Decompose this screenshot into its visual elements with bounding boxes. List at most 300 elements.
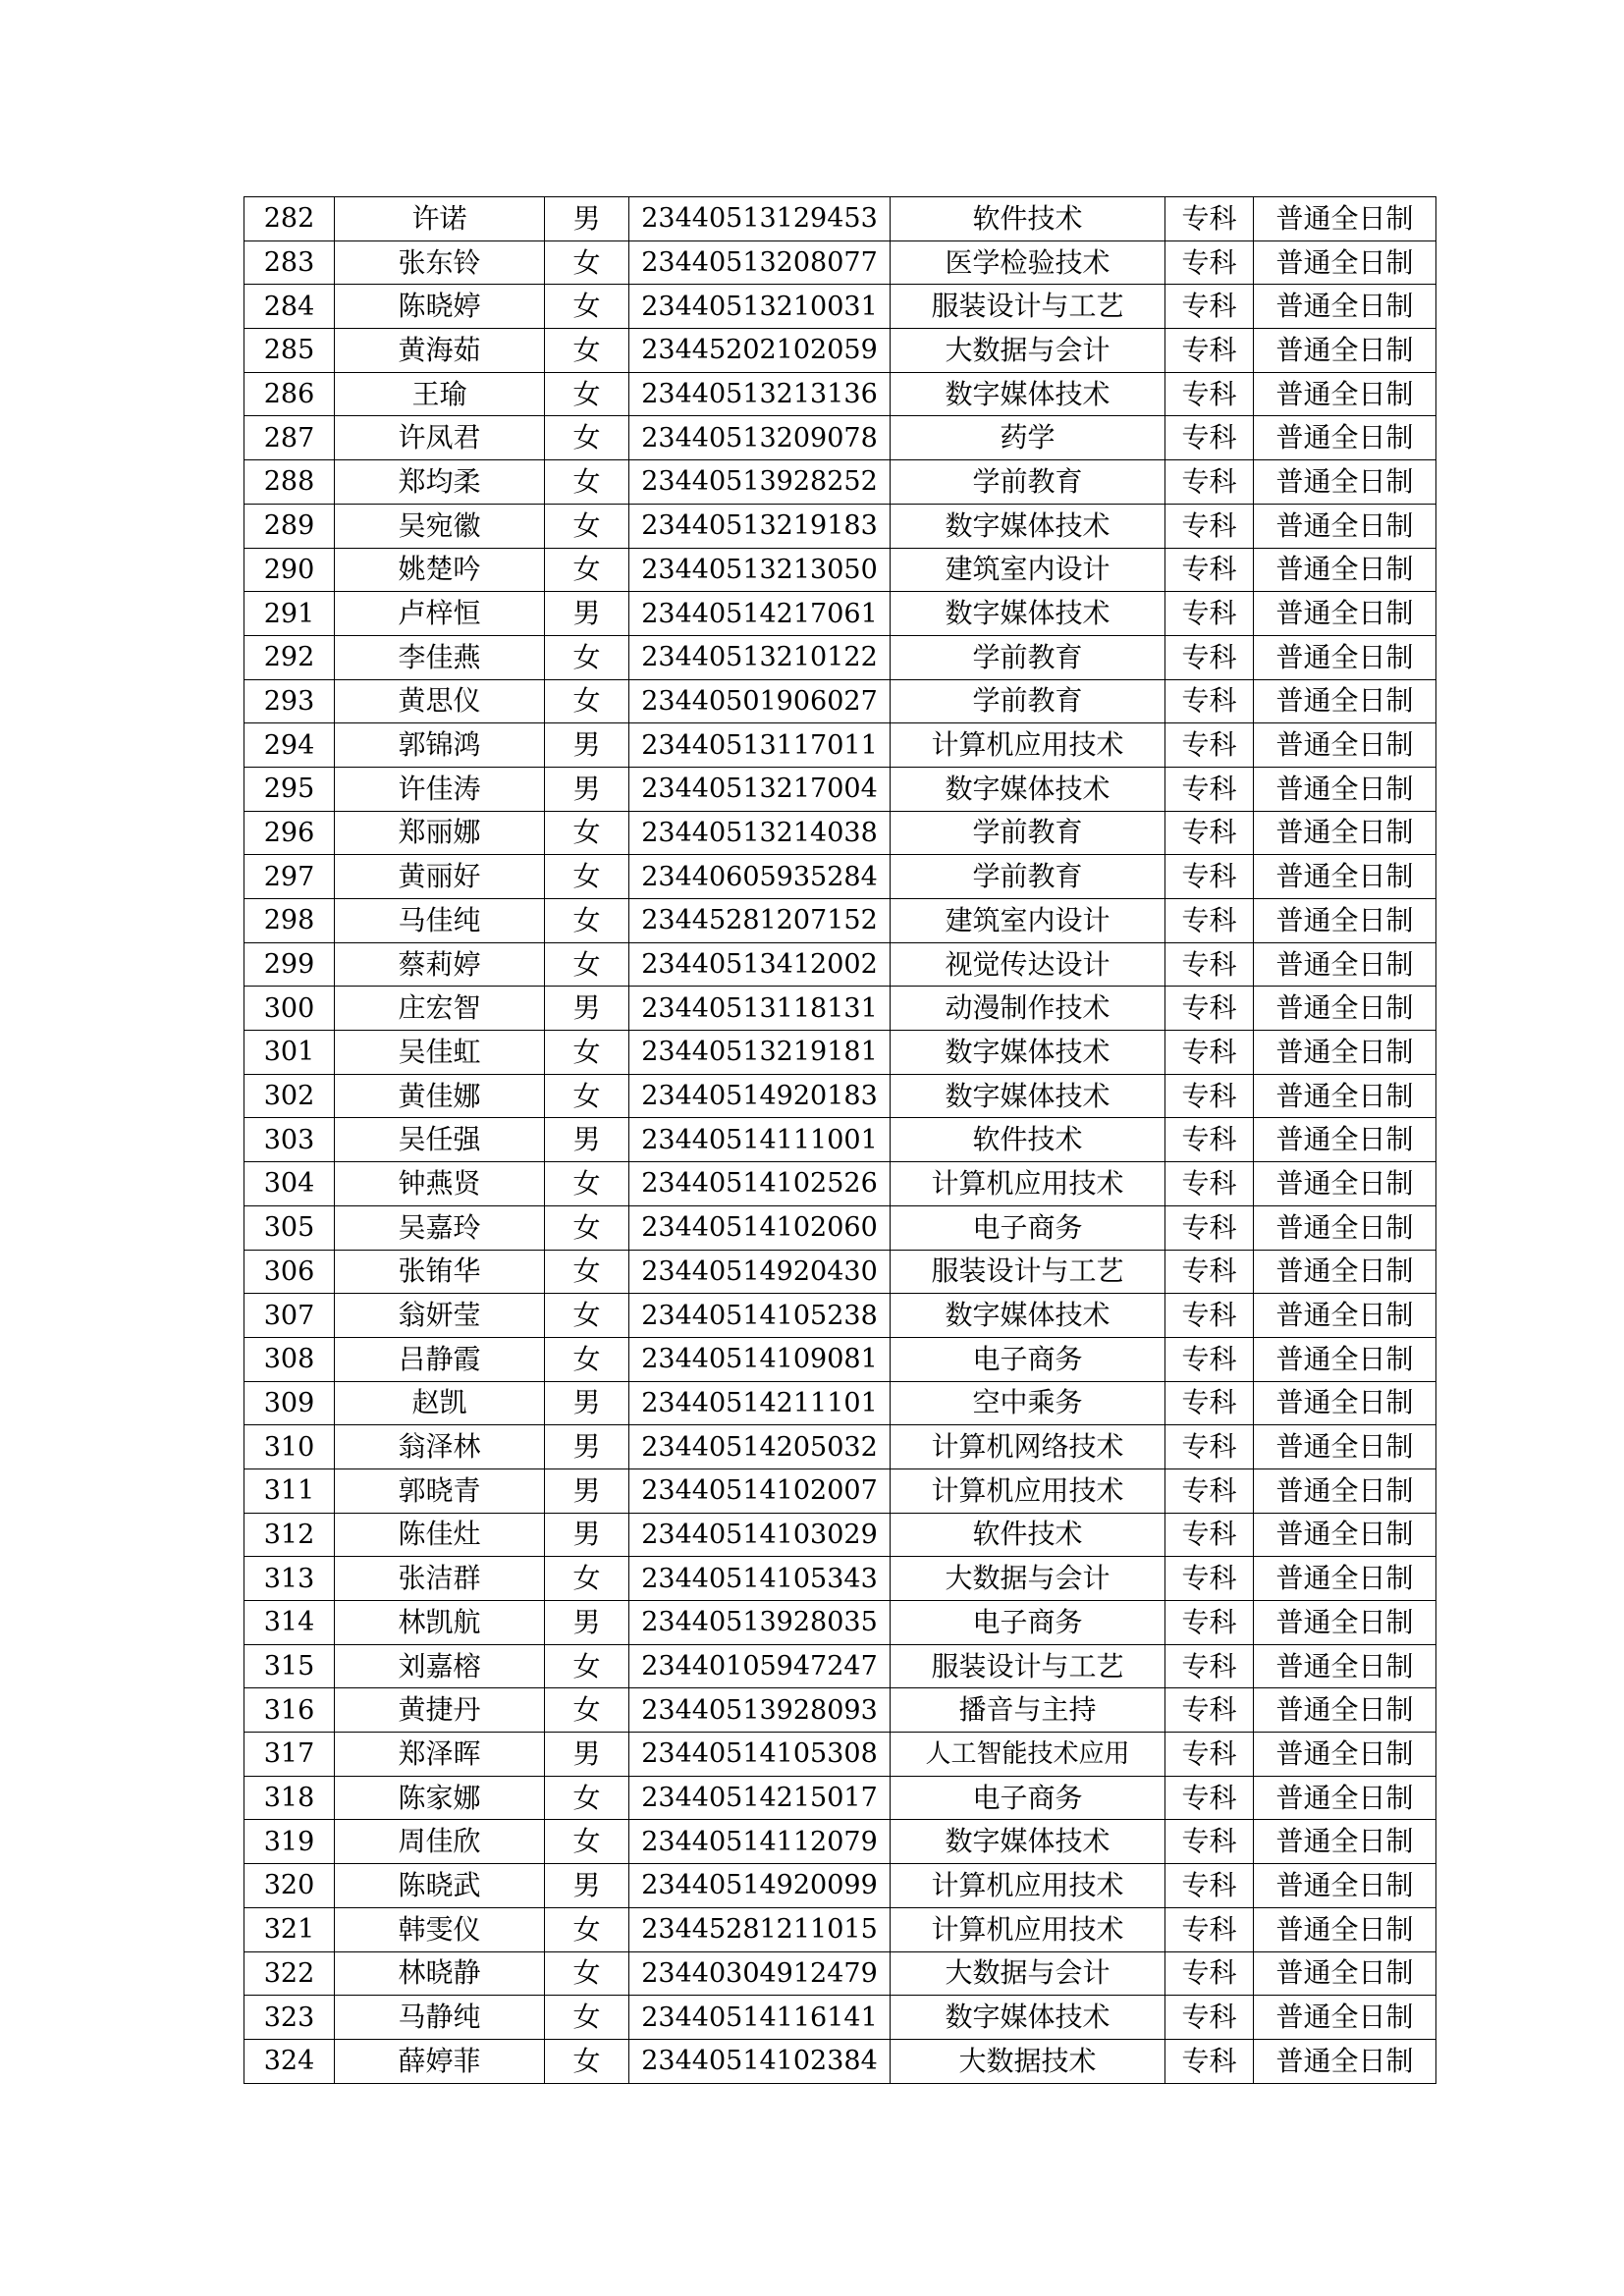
major-cell: 电子商务 bbox=[891, 1337, 1165, 1381]
row-number-cell: 298 bbox=[244, 899, 335, 943]
study-mode-cell: 普通全日制 bbox=[1254, 1688, 1436, 1733]
study-mode-cell: 普通全日制 bbox=[1254, 987, 1436, 1031]
study-mode-cell: 普通全日制 bbox=[1254, 1557, 1436, 1601]
education-level-cell: 专科 bbox=[1165, 855, 1254, 899]
row-number-cell: 290 bbox=[244, 548, 335, 592]
education-level-cell: 专科 bbox=[1165, 1733, 1254, 1777]
major-cell: 大数据与会计 bbox=[891, 1557, 1165, 1601]
major-cell: 大数据与会计 bbox=[891, 329, 1165, 373]
major-cell: 学前教育 bbox=[891, 679, 1165, 723]
study-mode-cell: 普通全日制 bbox=[1254, 1381, 1436, 1425]
table-row bbox=[244, 416, 1436, 460]
table-row bbox=[244, 1557, 1436, 1601]
exam-id-cell: 23445281207152 bbox=[629, 899, 891, 943]
gender-cell: 女 bbox=[545, 1250, 629, 1294]
major-cell: 学前教育 bbox=[891, 855, 1165, 899]
exam-id-cell: 23440514211101 bbox=[629, 1381, 891, 1425]
row-number-cell: 284 bbox=[244, 285, 335, 329]
gender-cell: 女 bbox=[545, 1337, 629, 1381]
row-number-cell: 317 bbox=[244, 1733, 335, 1777]
table-row bbox=[244, 855, 1436, 899]
gender-cell: 男 bbox=[545, 592, 629, 636]
study-mode-cell: 普通全日制 bbox=[1254, 1250, 1436, 1294]
major-cell: 数字媒体技术 bbox=[891, 767, 1165, 811]
row-number-cell: 283 bbox=[244, 240, 335, 285]
education-level-cell: 专科 bbox=[1165, 548, 1254, 592]
gender-cell: 男 bbox=[545, 197, 629, 241]
gender-cell: 女 bbox=[545, 811, 629, 855]
student-name-cell: 赵凯 bbox=[335, 1381, 545, 1425]
study-mode-cell: 普通全日制 bbox=[1254, 1468, 1436, 1513]
row-number-cell: 294 bbox=[244, 723, 335, 768]
table-row bbox=[244, 372, 1436, 416]
student-name-cell: 许诺 bbox=[335, 197, 545, 241]
study-mode-cell: 普通全日制 bbox=[1254, 1996, 1436, 2040]
study-mode-cell: 普通全日制 bbox=[1254, 1907, 1436, 1951]
student-name-cell: 姚楚吟 bbox=[335, 548, 545, 592]
gender-cell: 女 bbox=[545, 460, 629, 505]
table-row bbox=[244, 548, 1436, 592]
exam-id-cell: 23440513928093 bbox=[629, 1688, 891, 1733]
student-name-cell: 许佳涛 bbox=[335, 767, 545, 811]
student-name-cell: 林晓静 bbox=[335, 1951, 545, 1996]
table-row bbox=[244, 2039, 1436, 2083]
study-mode-cell: 普通全日制 bbox=[1254, 1951, 1436, 1996]
exam-id-cell: 23440514116141 bbox=[629, 1996, 891, 2040]
major-cell: 药学 bbox=[891, 416, 1165, 460]
exam-id-cell: 23440513117011 bbox=[629, 723, 891, 768]
study-mode-cell: 普通全日制 bbox=[1254, 635, 1436, 679]
table-row bbox=[244, 1776, 1436, 1820]
education-level-cell: 专科 bbox=[1165, 1294, 1254, 1338]
education-level-cell: 专科 bbox=[1165, 1031, 1254, 1075]
exam-id-cell: 23440513213136 bbox=[629, 372, 891, 416]
student-name-cell: 周佳欣 bbox=[335, 1820, 545, 1864]
gender-cell: 男 bbox=[545, 723, 629, 768]
exam-id-cell: 23440513928035 bbox=[629, 1601, 891, 1645]
major-cell: 学前教育 bbox=[891, 460, 1165, 505]
study-mode-cell: 普通全日制 bbox=[1254, 504, 1436, 548]
row-number-cell: 324 bbox=[244, 2039, 335, 2083]
gender-cell: 男 bbox=[545, 1468, 629, 1513]
gender-cell: 女 bbox=[545, 1644, 629, 1688]
row-number-cell: 282 bbox=[244, 197, 335, 241]
gender-cell: 男 bbox=[545, 1601, 629, 1645]
education-level-cell: 专科 bbox=[1165, 2039, 1254, 2083]
table-row bbox=[244, 679, 1436, 723]
row-number-cell: 314 bbox=[244, 1601, 335, 1645]
education-level-cell: 专科 bbox=[1165, 1074, 1254, 1118]
row-number-cell: 311 bbox=[244, 1468, 335, 1513]
row-number-cell: 299 bbox=[244, 942, 335, 987]
gender-cell: 女 bbox=[545, 329, 629, 373]
education-level-cell: 专科 bbox=[1165, 1688, 1254, 1733]
major-cell: 人工智能技术应用 bbox=[891, 1733, 1165, 1777]
gender-cell: 男 bbox=[545, 1381, 629, 1425]
exam-id-cell: 23440514920099 bbox=[629, 1864, 891, 1908]
student-name-cell: 陈晓婷 bbox=[335, 285, 545, 329]
study-mode-cell: 普通全日制 bbox=[1254, 1425, 1436, 1469]
row-number-cell: 318 bbox=[244, 1776, 335, 1820]
study-mode-cell: 普通全日制 bbox=[1254, 767, 1436, 811]
gender-cell: 女 bbox=[545, 942, 629, 987]
education-level-cell: 专科 bbox=[1165, 197, 1254, 241]
student-name-cell: 李佳燕 bbox=[335, 635, 545, 679]
student-name-cell: 吴嘉玲 bbox=[335, 1205, 545, 1250]
exam-id-cell: 23440513129453 bbox=[629, 197, 891, 241]
table-row bbox=[244, 635, 1436, 679]
exam-id-cell: 23440514920183 bbox=[629, 1074, 891, 1118]
education-level-cell: 专科 bbox=[1165, 679, 1254, 723]
study-mode-cell: 普通全日制 bbox=[1254, 416, 1436, 460]
table-row bbox=[244, 1294, 1436, 1338]
study-mode-cell: 普通全日制 bbox=[1254, 285, 1436, 329]
table-row bbox=[244, 240, 1436, 285]
row-number-cell: 319 bbox=[244, 1820, 335, 1864]
table-row bbox=[244, 1425, 1436, 1469]
student-name-cell: 许凤君 bbox=[335, 416, 545, 460]
table-row bbox=[244, 197, 1436, 241]
exam-id-cell: 23440514103029 bbox=[629, 1513, 891, 1557]
exam-id-cell: 23440513210122 bbox=[629, 635, 891, 679]
student-name-cell: 黄思仪 bbox=[335, 679, 545, 723]
student-name-cell: 黄海茹 bbox=[335, 329, 545, 373]
table-row bbox=[244, 1074, 1436, 1118]
gender-cell: 女 bbox=[545, 1031, 629, 1075]
exam-id-cell: 23440514215017 bbox=[629, 1776, 891, 1820]
exam-id-cell: 23440514205032 bbox=[629, 1425, 891, 1469]
student-name-cell: 蔡莉婷 bbox=[335, 942, 545, 987]
exam-id-cell: 23440513928252 bbox=[629, 460, 891, 505]
major-cell: 大数据与会计 bbox=[891, 1951, 1165, 1996]
gender-cell: 女 bbox=[545, 1776, 629, 1820]
row-number-cell: 321 bbox=[244, 1907, 335, 1951]
major-cell: 数字媒体技术 bbox=[891, 1820, 1165, 1864]
study-mode-cell: 普通全日制 bbox=[1254, 899, 1436, 943]
gender-cell: 男 bbox=[545, 1733, 629, 1777]
exam-id-cell: 23440105947247 bbox=[629, 1644, 891, 1688]
major-cell: 数字媒体技术 bbox=[891, 1031, 1165, 1075]
table-row bbox=[244, 1864, 1436, 1908]
row-number-cell: 323 bbox=[244, 1996, 335, 2040]
major-cell: 电子商务 bbox=[891, 1776, 1165, 1820]
education-level-cell: 专科 bbox=[1165, 1250, 1254, 1294]
exam-id-cell: 23440514920430 bbox=[629, 1250, 891, 1294]
major-cell: 计算机应用技术 bbox=[891, 1864, 1165, 1908]
exam-id-cell: 23440501906027 bbox=[629, 679, 891, 723]
exam-id-cell: 23440304912479 bbox=[629, 1951, 891, 1996]
education-level-cell: 专科 bbox=[1165, 1337, 1254, 1381]
education-level-cell: 专科 bbox=[1165, 1907, 1254, 1951]
table-row bbox=[244, 1601, 1436, 1645]
major-cell: 学前教育 bbox=[891, 811, 1165, 855]
row-number-cell: 308 bbox=[244, 1337, 335, 1381]
education-level-cell: 专科 bbox=[1165, 942, 1254, 987]
exam-id-cell: 23440513208077 bbox=[629, 240, 891, 285]
student-name-cell: 黄捷丹 bbox=[335, 1688, 545, 1733]
study-mode-cell: 普通全日制 bbox=[1254, 197, 1436, 241]
table-row bbox=[244, 1381, 1436, 1425]
major-cell: 播音与主持 bbox=[891, 1688, 1165, 1733]
study-mode-cell: 普通全日制 bbox=[1254, 1733, 1436, 1777]
exam-id-cell: 23440513219181 bbox=[629, 1031, 891, 1075]
student-name-cell: 薛婷菲 bbox=[335, 2039, 545, 2083]
major-cell: 服装设计与工艺 bbox=[891, 1644, 1165, 1688]
study-mode-cell: 普通全日制 bbox=[1254, 855, 1436, 899]
gender-cell: 女 bbox=[545, 1294, 629, 1338]
student-name-cell: 庄宏智 bbox=[335, 987, 545, 1031]
gender-cell: 女 bbox=[545, 1951, 629, 1996]
study-mode-cell: 普通全日制 bbox=[1254, 1513, 1436, 1557]
student-name-cell: 郑均柔 bbox=[335, 460, 545, 505]
table-row bbox=[244, 1996, 1436, 2040]
major-cell: 服装设计与工艺 bbox=[891, 1250, 1165, 1294]
row-number-cell: 300 bbox=[244, 987, 335, 1031]
row-number-cell: 286 bbox=[244, 372, 335, 416]
study-mode-cell: 普通全日制 bbox=[1254, 1294, 1436, 1338]
study-mode-cell: 普通全日制 bbox=[1254, 1601, 1436, 1645]
row-number-cell: 305 bbox=[244, 1205, 335, 1250]
gender-cell: 女 bbox=[545, 855, 629, 899]
table-row bbox=[244, 1250, 1436, 1294]
gender-cell: 女 bbox=[545, 2039, 629, 2083]
exam-id-cell: 23440514102007 bbox=[629, 1468, 891, 1513]
gender-cell: 女 bbox=[545, 1074, 629, 1118]
education-level-cell: 专科 bbox=[1165, 635, 1254, 679]
table-row bbox=[244, 723, 1436, 768]
exam-id-cell: 23440514102384 bbox=[629, 2039, 891, 2083]
student-name-cell: 黄佳娜 bbox=[335, 1074, 545, 1118]
gender-cell: 女 bbox=[545, 1205, 629, 1250]
table-row bbox=[244, 1337, 1436, 1381]
student-name-cell: 陈晓武 bbox=[335, 1864, 545, 1908]
exam-id-cell: 23440514105238 bbox=[629, 1294, 891, 1338]
student-name-cell: 卢梓恒 bbox=[335, 592, 545, 636]
education-level-cell: 专科 bbox=[1165, 1864, 1254, 1908]
education-level-cell: 专科 bbox=[1165, 1644, 1254, 1688]
study-mode-cell: 普通全日制 bbox=[1254, 1162, 1436, 1206]
exam-id-cell: 23440514109081 bbox=[629, 1337, 891, 1381]
row-number-cell: 291 bbox=[244, 592, 335, 636]
gender-cell: 女 bbox=[545, 548, 629, 592]
exam-id-cell: 23440605935284 bbox=[629, 855, 891, 899]
row-number-cell: 297 bbox=[244, 855, 335, 899]
table-row bbox=[244, 1688, 1436, 1733]
study-mode-cell: 普通全日制 bbox=[1254, 372, 1436, 416]
education-level-cell: 专科 bbox=[1165, 1205, 1254, 1250]
major-cell: 计算机网络技术 bbox=[891, 1425, 1165, 1469]
row-number-cell: 303 bbox=[244, 1118, 335, 1162]
major-cell: 空中乘务 bbox=[891, 1381, 1165, 1425]
education-level-cell: 专科 bbox=[1165, 811, 1254, 855]
major-cell: 计算机应用技术 bbox=[891, 1162, 1165, 1206]
study-mode-cell: 普通全日制 bbox=[1254, 592, 1436, 636]
student-name-cell: 韩雯仪 bbox=[335, 1907, 545, 1951]
study-mode-cell: 普通全日制 bbox=[1254, 240, 1436, 285]
row-number-cell: 288 bbox=[244, 460, 335, 505]
education-level-cell: 专科 bbox=[1165, 1820, 1254, 1864]
table-row bbox=[244, 987, 1436, 1031]
education-level-cell: 专科 bbox=[1165, 723, 1254, 768]
exam-id-cell: 23445202102059 bbox=[629, 329, 891, 373]
education-level-cell: 专科 bbox=[1165, 1557, 1254, 1601]
major-cell: 动漫制作技术 bbox=[891, 987, 1165, 1031]
major-cell: 软件技术 bbox=[891, 1513, 1165, 1557]
study-mode-cell: 普通全日制 bbox=[1254, 811, 1436, 855]
major-cell: 数字媒体技术 bbox=[891, 372, 1165, 416]
gender-cell: 女 bbox=[545, 240, 629, 285]
student-name-cell: 郭锦鸿 bbox=[335, 723, 545, 768]
student-name-cell: 郭晓青 bbox=[335, 1468, 545, 1513]
table-row bbox=[244, 811, 1436, 855]
gender-cell: 男 bbox=[545, 767, 629, 811]
table-row bbox=[244, 1468, 1436, 1513]
education-level-cell: 专科 bbox=[1165, 987, 1254, 1031]
major-cell: 软件技术 bbox=[891, 1118, 1165, 1162]
gender-cell: 女 bbox=[545, 285, 629, 329]
study-mode-cell: 普通全日制 bbox=[1254, 1337, 1436, 1381]
row-number-cell: 302 bbox=[244, 1074, 335, 1118]
study-mode-cell: 普通全日制 bbox=[1254, 1820, 1436, 1864]
student-name-cell: 吴宛徽 bbox=[335, 504, 545, 548]
study-mode-cell: 普通全日制 bbox=[1254, 723, 1436, 768]
major-cell: 服装设计与工艺 bbox=[891, 285, 1165, 329]
major-cell: 医学检验技术 bbox=[891, 240, 1165, 285]
gender-cell: 女 bbox=[545, 899, 629, 943]
education-level-cell: 专科 bbox=[1165, 1513, 1254, 1557]
major-cell: 数字媒体技术 bbox=[891, 504, 1165, 548]
exam-id-cell: 23440514217061 bbox=[629, 592, 891, 636]
education-level-cell: 专科 bbox=[1165, 329, 1254, 373]
gender-cell: 男 bbox=[545, 987, 629, 1031]
study-mode-cell: 普通全日制 bbox=[1254, 329, 1436, 373]
table-row bbox=[244, 1205, 1436, 1250]
table-row bbox=[244, 1733, 1436, 1777]
student-name-cell: 黄丽好 bbox=[335, 855, 545, 899]
gender-cell: 女 bbox=[545, 1820, 629, 1864]
exam-id-cell: 23440514102060 bbox=[629, 1205, 891, 1250]
row-number-cell: 306 bbox=[244, 1250, 335, 1294]
gender-cell: 女 bbox=[545, 635, 629, 679]
student-name-cell: 张洁群 bbox=[335, 1557, 545, 1601]
study-mode-cell: 普通全日制 bbox=[1254, 460, 1436, 505]
student-name-cell: 吴任强 bbox=[335, 1118, 545, 1162]
exam-id-cell: 23440513217004 bbox=[629, 767, 891, 811]
education-level-cell: 专科 bbox=[1165, 240, 1254, 285]
study-mode-cell: 普通全日制 bbox=[1254, 1205, 1436, 1250]
major-cell: 数字媒体技术 bbox=[891, 1074, 1165, 1118]
student-name-cell: 翁妍莹 bbox=[335, 1294, 545, 1338]
student-name-cell: 刘嘉榕 bbox=[335, 1644, 545, 1688]
education-level-cell: 专科 bbox=[1165, 504, 1254, 548]
major-cell: 建筑室内设计 bbox=[891, 899, 1165, 943]
row-number-cell: 287 bbox=[244, 416, 335, 460]
student-name-cell: 陈佳灶 bbox=[335, 1513, 545, 1557]
gender-cell: 女 bbox=[545, 416, 629, 460]
student-name-cell: 吕静霞 bbox=[335, 1337, 545, 1381]
row-number-cell: 313 bbox=[244, 1557, 335, 1601]
exam-id-cell: 23440513412002 bbox=[629, 942, 891, 987]
exam-id-cell: 23440513214038 bbox=[629, 811, 891, 855]
study-mode-cell: 普通全日制 bbox=[1254, 1776, 1436, 1820]
study-mode-cell: 普通全日制 bbox=[1254, 2039, 1436, 2083]
major-cell: 数字媒体技术 bbox=[891, 1294, 1165, 1338]
major-cell: 软件技术 bbox=[891, 197, 1165, 241]
exam-id-cell: 23440514102526 bbox=[629, 1162, 891, 1206]
gender-cell: 女 bbox=[545, 1162, 629, 1206]
study-mode-cell: 普通全日制 bbox=[1254, 1074, 1436, 1118]
row-number-cell: 293 bbox=[244, 679, 335, 723]
study-mode-cell: 普通全日制 bbox=[1254, 679, 1436, 723]
education-level-cell: 专科 bbox=[1165, 1601, 1254, 1645]
student-name-cell: 王瑜 bbox=[335, 372, 545, 416]
gender-cell: 男 bbox=[545, 1864, 629, 1908]
education-level-cell: 专科 bbox=[1165, 460, 1254, 505]
student-name-cell: 马佳纯 bbox=[335, 899, 545, 943]
major-cell: 数字媒体技术 bbox=[891, 1996, 1165, 2040]
row-number-cell: 301 bbox=[244, 1031, 335, 1075]
row-number-cell: 296 bbox=[244, 811, 335, 855]
exam-id-cell: 23440513219183 bbox=[629, 504, 891, 548]
student-name-cell: 张东铃 bbox=[335, 240, 545, 285]
table-row bbox=[244, 767, 1436, 811]
row-number-cell: 309 bbox=[244, 1381, 335, 1425]
education-level-cell: 专科 bbox=[1165, 767, 1254, 811]
gender-cell: 女 bbox=[545, 679, 629, 723]
gender-cell: 女 bbox=[545, 372, 629, 416]
education-level-cell: 专科 bbox=[1165, 1118, 1254, 1162]
gender-cell: 女 bbox=[545, 504, 629, 548]
student-name-cell: 马静纯 bbox=[335, 1996, 545, 2040]
table-row bbox=[244, 1513, 1436, 1557]
roster-body bbox=[244, 197, 1436, 2084]
major-cell: 学前教育 bbox=[891, 635, 1165, 679]
gender-cell: 男 bbox=[545, 1118, 629, 1162]
exam-id-cell: 23440514112079 bbox=[629, 1820, 891, 1864]
education-level-cell: 专科 bbox=[1165, 592, 1254, 636]
table-row bbox=[244, 592, 1436, 636]
table-row bbox=[244, 942, 1436, 987]
gender-cell: 女 bbox=[545, 1688, 629, 1733]
student-name-cell: 陈家娜 bbox=[335, 1776, 545, 1820]
gender-cell: 女 bbox=[545, 1907, 629, 1951]
table-row bbox=[244, 285, 1436, 329]
major-cell: 大数据技术 bbox=[891, 2039, 1165, 2083]
study-mode-cell: 普通全日制 bbox=[1254, 1031, 1436, 1075]
study-mode-cell: 普通全日制 bbox=[1254, 548, 1436, 592]
table-row bbox=[244, 460, 1436, 505]
education-level-cell: 专科 bbox=[1165, 1468, 1254, 1513]
table-row bbox=[244, 1644, 1436, 1688]
student-name-cell: 郑泽晖 bbox=[335, 1733, 545, 1777]
row-number-cell: 312 bbox=[244, 1513, 335, 1557]
education-level-cell: 专科 bbox=[1165, 285, 1254, 329]
row-number-cell: 310 bbox=[244, 1425, 335, 1469]
major-cell: 视觉传达设计 bbox=[891, 942, 1165, 987]
student-name-cell: 吴佳虹 bbox=[335, 1031, 545, 1075]
exam-id-cell: 23440513209078 bbox=[629, 416, 891, 460]
row-number-cell: 315 bbox=[244, 1644, 335, 1688]
row-number-cell: 292 bbox=[244, 635, 335, 679]
education-level-cell: 专科 bbox=[1165, 1162, 1254, 1206]
study-mode-cell: 普通全日制 bbox=[1254, 1118, 1436, 1162]
table-row bbox=[244, 1907, 1436, 1951]
table-row bbox=[244, 329, 1436, 373]
education-level-cell: 专科 bbox=[1165, 1776, 1254, 1820]
major-cell: 计算机应用技术 bbox=[891, 723, 1165, 768]
major-cell: 建筑室内设计 bbox=[891, 548, 1165, 592]
study-mode-cell: 普通全日制 bbox=[1254, 942, 1436, 987]
